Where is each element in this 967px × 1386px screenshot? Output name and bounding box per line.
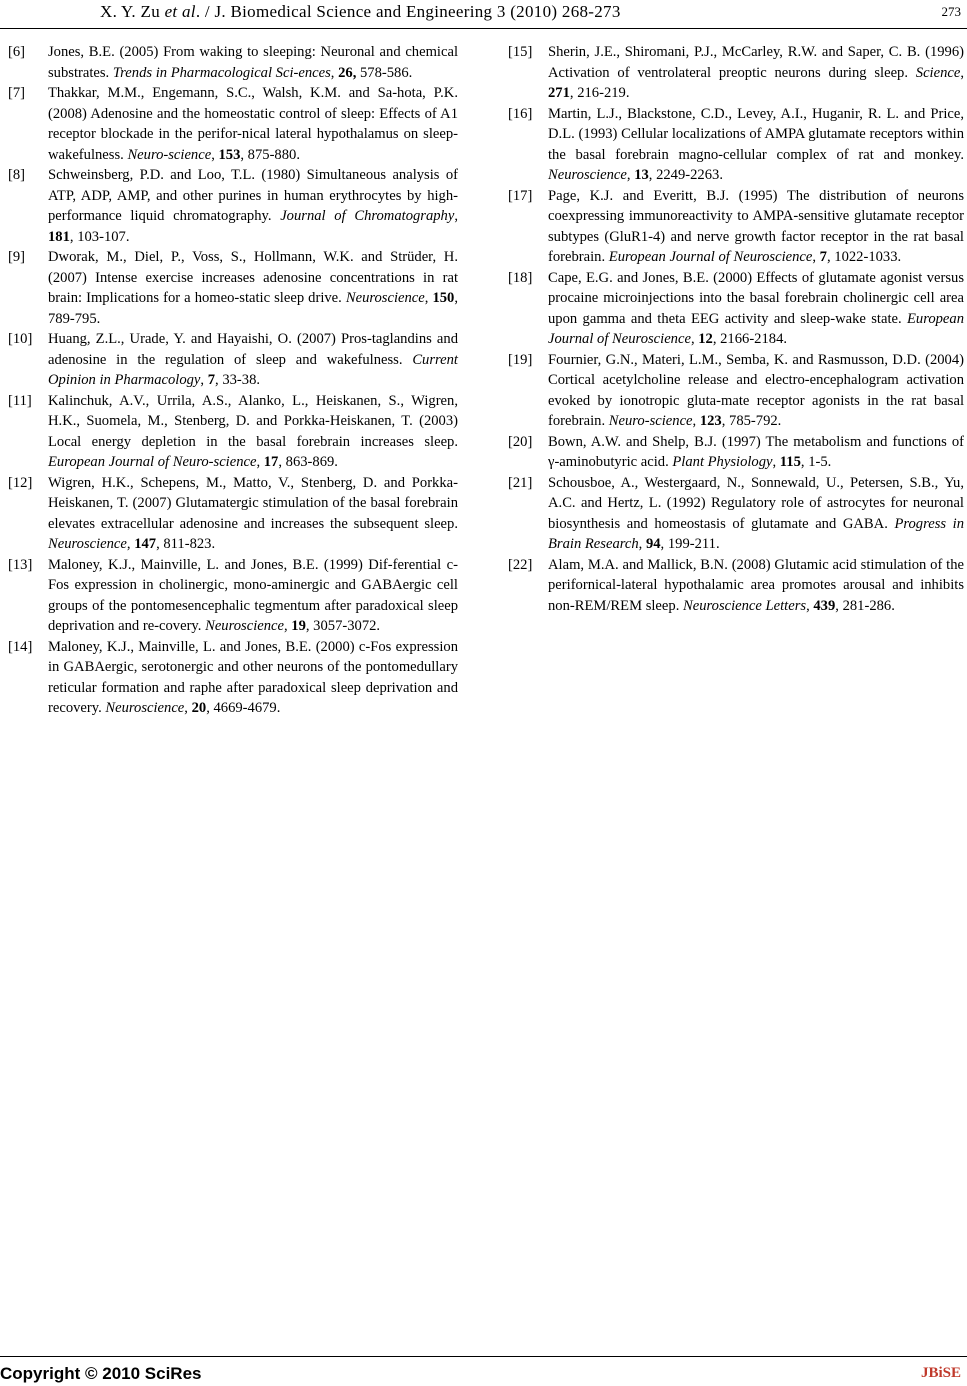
reference-text	[548, 555, 964, 617]
volume-number: 150	[432, 290, 455, 306]
page-header	[0, 0, 967, 32]
reference-item	[8, 329, 458, 391]
journal-name: Current Opinion in Pharmacology	[48, 351, 458, 388]
volume-number: 13	[634, 167, 649, 183]
reference-segment: , 789-795.	[48, 290, 458, 327]
reference-text	[548, 473, 964, 555]
reference-number: [22]	[508, 556, 533, 573]
running-title-journal: . / J. Biomedical Science and Engineering 3 (2010) 268-273	[195, 2, 621, 21]
reference-number: [16]	[508, 105, 533, 122]
journal-abbreviation: JBiSE	[920, 1365, 961, 1381]
reference-number: [21]	[508, 474, 533, 491]
reference-text	[548, 268, 964, 350]
reference-item	[8, 83, 458, 165]
reference-segment: Schousboe, A., Westergaard, N., Sonnewald, U., Petersen, S.B., Yu, A.C. and Hertz, L. (1992) Regulatory role of astrocytes for neuronal biosynthesis and homeostasis of glutamate and GABA.	[548, 474, 964, 532]
reference-number: [6]	[8, 44, 26, 60]
reference-segment: Schweinsberg, P.D. and Loo, T.L. (1980) Simultaneous analysis of ATP, ADP, AMP, and other purines in human erythrocytes by high-performance liquid chromatography.	[48, 167, 458, 224]
reference-item	[8, 555, 458, 637]
reference-segment: , 199-211.	[660, 536, 720, 552]
reference-segment: , 1022-1033.	[826, 249, 902, 265]
running-title-authors: X. Y. Zu	[100, 2, 165, 21]
reference-number: [19]	[508, 351, 533, 368]
reference-item	[508, 268, 964, 350]
reference-segment: Huang, Z.L., Urade, Y. and Hayaishi, O. (2007) Pros-taglandins and adenosine in the regulation of sleep and wakefulness.	[48, 331, 458, 368]
reference-segment: , 103-107.	[69, 228, 130, 245]
running-title-etal: et al	[164, 2, 196, 21]
reference-item	[8, 42, 458, 83]
reference-segment: , 811-823.	[156, 536, 216, 552]
reference-number: [14]	[8, 638, 33, 655]
reference-segment: Bown, A.W. and Shelp, B.J. (1997) The metabolism and functions of γ-aminobutyric acid.	[548, 433, 964, 470]
reference-segment: Fournier, G.N., Materi, L.M., Semba, K. and Rasmusson, D.D. (2004) Cortical acetylcholine release and electro-encephalogram activation evoked by ionotropic gluta-mate receptor agonists in the rat basal forebrain.	[548, 351, 964, 429]
reference-text	[548, 350, 964, 432]
reference-number: [7]	[8, 85, 26, 101]
reference-segment: , 2166-2184.	[712, 331, 788, 347]
reference-segment: Martin, L.J., Blackstone, C.D., Levey, A.I., Huganir, R. L. and Price, D.L. (1993) Cellular localizations of AMPA glutamate receptors within the basal forebrain magno-cellular complex of rat and monkey.	[548, 105, 964, 163]
reference-segment: ,	[256, 454, 264, 470]
reference-segment: ,	[126, 536, 135, 552]
reference-text	[548, 186, 964, 268]
reference-segment: , 216-219.	[569, 85, 630, 101]
volume-number: 123	[699, 413, 722, 429]
reference-number: [8]	[8, 167, 26, 183]
reference-segment: , 785-792.	[721, 413, 782, 429]
header-rule	[0, 28, 967, 29]
reference-segment: Sherin, J.E., Shiromani, P.J., McCarley, R.W. and Saper, C. B. (1996) Activation of ventrolateral preoptic neurons during sleep.	[548, 44, 964, 81]
reference-segment: Wigren, H.K., Schepens, M., Matto, V., Stenberg, D. and Porkka-Heiskanen, T. (2007) Glutamatergic stimulation of the basal forebrain elevates extracellular adenosine and increases the subsequent sleep.	[48, 474, 458, 532]
reference-segment: Jones, B.E. (2005) From waking to sleeping: Neuronal and chemical substrates.	[48, 44, 458, 81]
reference-item	[508, 555, 964, 617]
reference-number: [17]	[508, 187, 533, 204]
journal-name: Neuroscience	[345, 290, 425, 306]
references-left-column	[8, 42, 458, 719]
reference-segment: ,	[812, 249, 820, 265]
volume-number: 7	[819, 249, 827, 265]
volume-number: 7	[207, 372, 216, 388]
volume-number: 94	[645, 536, 661, 552]
journal-name: Neuroscience	[105, 700, 185, 716]
reference-item	[508, 473, 964, 555]
journal-name: European Journal of Neuro-science	[48, 454, 257, 470]
reference-segment: , 4669-4679.	[206, 700, 281, 716]
reference-item	[8, 391, 458, 473]
volume-number: 181	[48, 228, 70, 245]
references-right-column	[508, 42, 964, 616]
reference-item	[508, 42, 964, 104]
journal-name: Trends in Pharmacological Sci-ences	[112, 64, 331, 81]
reference-item	[508, 104, 964, 186]
reference-segment: , 875-880.	[240, 146, 300, 163]
reference-text	[48, 83, 458, 165]
volume-number: 115	[779, 454, 801, 470]
journal-name: Neuro-science	[608, 413, 693, 429]
reference-number: [10]	[8, 331, 33, 347]
page-number: 273	[941, 4, 961, 19]
reference-item	[8, 637, 458, 719]
reference-segment: ,	[626, 167, 635, 183]
reference-number: [9]	[8, 249, 26, 265]
reference-item	[508, 432, 964, 473]
volume-number: 17	[263, 454, 279, 470]
reference-segment: , 281-286.	[835, 597, 895, 614]
journal-name: Science	[915, 64, 961, 81]
reference-text	[48, 247, 458, 329]
running-title	[100, 2, 621, 22]
reference-segment: ,	[772, 454, 780, 470]
reference-segment: ,	[454, 208, 458, 224]
reference-segment: Maloney, K.J., Mainville, L. and Jones, B.E. (2000) c-Fos expression in GABAergic, serotonergic and other neurons of the pontomedullary reticular formation and raphe after paradoxical sleep deprivation and recovery.	[48, 638, 458, 716]
reference-segment: Alam, M.A. and Mallick, B.N. (2008) Glutamic acid stimulation of the perifornical-lateral hypothalamic area promotes arousal and inhibits non-REM/REM sleep.	[548, 556, 964, 614]
reference-number: [20]	[508, 433, 533, 450]
reference-text	[548, 432, 964, 473]
reference-segment: , 1-5.	[800, 454, 832, 470]
journal-name: European Journal of Neuroscience	[548, 310, 964, 347]
reference-segment: ,	[330, 64, 339, 81]
journal-name: Plant Physiology	[672, 454, 773, 470]
reference-segment: ,	[638, 536, 646, 552]
volume-number: 153	[218, 146, 241, 163]
reference-text	[548, 104, 964, 186]
journal-name: Journal of Chromatography	[280, 208, 455, 224]
reference-item	[8, 473, 458, 555]
reference-text	[48, 42, 458, 83]
reference-segment: Dworak, M., Diel, P., Voss, S., Hollmann, W.K. and Strüder, H. (2007) Intense exercise increases adenosine concentrations in rat brain: Implications for a homeo-static sleep drive.	[48, 249, 458, 306]
reference-segment: ,	[200, 372, 208, 388]
reference-text	[548, 42, 964, 104]
footer-rule	[0, 1356, 967, 1357]
reference-text	[48, 165, 458, 247]
journal-name: Neuroscience Letters	[683, 597, 807, 614]
journal-name: Neuroscience	[205, 618, 284, 634]
reference-item	[508, 186, 964, 268]
reference-text	[48, 391, 458, 473]
reference-text	[48, 555, 458, 637]
copyright-notice: Copyright © 2010 SciRes	[0, 1364, 202, 1383]
reference-segment: Cape, E.G. and Jones, B.E. (2000) Effects of glutamate agonist versus procaine microinjections into the basal forebrain cholinergic cell area upon gamma and theta EEG activity and sleep-wake state.	[548, 269, 964, 327]
reference-segment: ,	[692, 413, 700, 429]
reference-segment: Kalinchuk, A.V., Urrila, A.S., Alanko, L., Heiskanen, S., Wigren, H.K., Suomela, M., Stenberg, D. and Porkka-Heiskanen, T. (2003) Local energy depletion in the basal forebrain increases sleep.	[48, 392, 458, 450]
reference-number: [12]	[8, 474, 33, 491]
reference-segment: , 33-38.	[215, 372, 261, 388]
reference-segment: , 2249-2263.	[648, 167, 723, 183]
reference-text	[48, 473, 458, 555]
journal-name: Progress in Brain Research	[548, 515, 964, 552]
reference-segment: ,	[424, 290, 433, 306]
reference-segment: ,	[960, 64, 964, 81]
reference-number: [11]	[8, 392, 32, 409]
volume-number: 26,	[338, 64, 357, 81]
reference-number: [15]	[508, 44, 533, 60]
reference-segment: ,	[283, 618, 292, 634]
reference-item	[508, 350, 964, 432]
page-footer	[0, 1356, 967, 1386]
reference-segment: Thakkar, M.M., Engemann, S.C., Walsh, K.M. and Sa-hota, P.K. (2008) Adenosine and the homeostatic control of sleep: Effects of A1 receptor blockade in the perifor-nical lateral hypothalamus on sleep-wakefulness.	[48, 85, 458, 163]
volume-number: 439	[813, 597, 836, 614]
reference-segment: , 863-869.	[278, 454, 338, 470]
reference-item	[8, 165, 458, 247]
reference-number: [13]	[8, 556, 33, 573]
volume-number: 271	[548, 85, 570, 101]
reference-segment: 578-586.	[356, 64, 413, 81]
reference-text	[48, 637, 458, 719]
journal-name: European Journal of Neuroscience	[608, 249, 813, 265]
volume-number: 12	[698, 331, 713, 347]
journal-name: Neuroscience	[48, 536, 127, 552]
volume-number: 147	[134, 536, 157, 552]
reference-segment: Page, K.J. and Everitt, B.J. (1995) The distribution of neurons coexpressing immunoreactivity to AMPA-sensitive glutamate receptor subtypes (GluR1-4) and nerve growth factor receptor in the rat basal forebrain.	[548, 187, 964, 265]
reference-segment: ,	[690, 331, 699, 347]
reference-number: [18]	[508, 269, 533, 286]
journal-name: Neuroscience	[548, 167, 627, 183]
journal-name: Neuro-science	[127, 146, 212, 163]
volume-number: 19	[291, 618, 306, 634]
reference-segment: ,	[184, 700, 192, 716]
reference-segment: , 3057-3072.	[305, 618, 381, 634]
reference-segment: ,	[211, 146, 219, 163]
volume-number: 20	[191, 700, 207, 716]
reference-segment: Maloney, K.J., Mainville, L. and Jones, B.E. (1999) Dif-ferential c-Fos expression in cholinergic, mono-aminergic and GABAergic cell groups of the pontomesencephalic tegmentum after paradoxical sleep deprivation and re-covery.	[48, 556, 458, 634]
reference-segment: ,	[806, 597, 814, 614]
reference-item	[8, 247, 458, 329]
reference-text	[48, 329, 458, 391]
